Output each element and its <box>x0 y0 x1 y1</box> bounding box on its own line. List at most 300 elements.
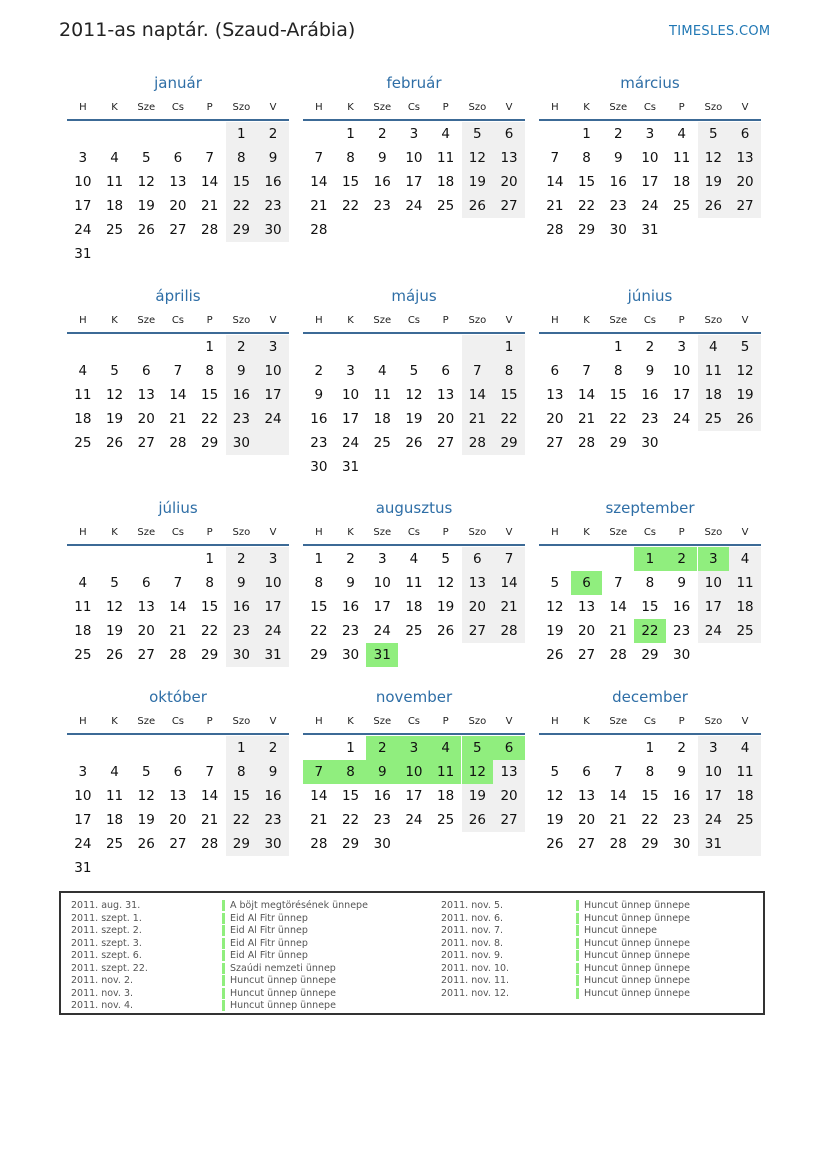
weekday-label: P <box>678 102 685 113</box>
legend-marker <box>576 913 579 924</box>
calendar-day: 8 <box>582 150 591 166</box>
weekday-label: Sze <box>609 102 628 113</box>
weekday-label: Sze <box>609 527 628 538</box>
calendar-day: 4 <box>377 363 387 379</box>
month-name: március <box>620 74 680 92</box>
calendar-day: 28 <box>468 435 486 451</box>
calendar-day: 21 <box>310 812 328 828</box>
legend-marker <box>222 988 225 999</box>
calendar-day: 26 <box>704 198 722 214</box>
calendar-day: 2 <box>613 126 623 142</box>
calendar-day: 13 <box>137 387 155 403</box>
calendar-day: 20 <box>500 788 518 804</box>
month-name: május <box>391 287 437 305</box>
calendar-day: 6 <box>173 764 183 780</box>
calendar-day: 6 <box>141 575 151 591</box>
holiday-day: 8 <box>335 760 367 784</box>
header-rule <box>539 733 761 735</box>
calendar-day: 8 <box>237 764 246 780</box>
day-grid <box>539 736 761 880</box>
calendar-day: 12 <box>405 387 423 403</box>
calendar-day: 22 <box>341 198 360 214</box>
page-title: 2011-as naptár. (Szaud-Arábia) <box>59 19 356 41</box>
calendar-day: 25 <box>405 623 423 639</box>
calendar-day: 10 <box>704 575 722 591</box>
calendar-day: 1 <box>613 339 623 355</box>
calendar-day: 16 <box>341 599 360 615</box>
weekday-label: H <box>551 716 559 727</box>
calendar-day: 1 <box>237 740 246 756</box>
weekday-label: Szo <box>704 102 723 113</box>
day-grid <box>539 547 761 691</box>
weekday-header <box>67 527 289 541</box>
calendar-day: 22 <box>232 198 250 214</box>
calendar-day: 18 <box>437 174 455 190</box>
calendar-day: 13 <box>736 150 754 166</box>
calendar-day: 24 <box>704 623 722 639</box>
legend-row <box>71 950 451 963</box>
calendar-day: 1 <box>314 551 324 567</box>
weekday-label: H <box>551 102 559 113</box>
weekday-label: Szo <box>468 102 487 113</box>
calendar-day: 21 <box>201 198 219 214</box>
weekday-header <box>539 315 761 329</box>
calendar-day: 8 <box>205 575 214 591</box>
legend-holiday-name: Huncut ünnepe <box>584 925 657 936</box>
weekday-label: H <box>551 527 559 538</box>
weekday-label: V <box>505 102 513 113</box>
calendar-day: 30 <box>232 435 250 451</box>
weekday-label: Szo <box>468 527 487 538</box>
header-rule <box>303 733 525 735</box>
month-name: január <box>154 74 202 92</box>
calendar-day: 3 <box>409 126 419 142</box>
legend-row <box>441 963 761 976</box>
weekday-label: Szo <box>704 716 723 727</box>
calendar-day: 17 <box>373 599 391 615</box>
calendar-day: 17 <box>74 198 92 214</box>
calendar-day: 3 <box>268 339 278 355</box>
calendar-day: 4 <box>709 339 718 355</box>
weekday-label: Szo <box>232 716 251 727</box>
calendar-day: 1 <box>205 551 214 567</box>
legend-row <box>71 1000 451 1013</box>
calendar-day: 13 <box>169 788 187 804</box>
holiday-day: 11 <box>430 760 462 784</box>
calendar-day: 5 <box>473 126 482 142</box>
legend-date: 2011. nov. 4. <box>71 1000 134 1011</box>
calendar-day: 9 <box>237 575 246 591</box>
calendar-day: 2 <box>268 126 278 142</box>
calendar-day: 2 <box>268 740 278 756</box>
calendar-day: 16 <box>641 387 659 403</box>
weekday-label: H <box>79 315 87 326</box>
weekday-label: K <box>347 102 354 113</box>
header-rule <box>539 332 761 334</box>
calendar-day: 4 <box>677 126 686 142</box>
calendar-day: 2 <box>237 551 246 567</box>
weekday-label: Cs <box>407 102 421 113</box>
calendar-day: 15 <box>341 788 360 804</box>
weekday-label: Sze <box>373 527 392 538</box>
calendar-day: 18 <box>736 599 754 615</box>
legend-marker <box>222 950 225 961</box>
calendar-day: 25 <box>74 435 92 451</box>
calendar-day: 8 <box>504 363 514 379</box>
legend-row <box>71 963 451 976</box>
calendar-day: 13 <box>577 788 596 804</box>
legend-holiday-name: Huncut ünnep ünnepe <box>584 975 690 986</box>
month-block <box>539 287 761 487</box>
holiday-day: 1 <box>634 547 666 571</box>
calendar-day: 28 <box>577 435 596 451</box>
calendar-day: 6 <box>141 363 151 379</box>
calendar-day: 3 <box>268 551 278 567</box>
calendar-day: 25 <box>105 836 124 852</box>
calendar-day: 2 <box>377 126 387 142</box>
calendar-day: 5 <box>550 575 560 591</box>
calendar-day: 15 <box>232 174 250 190</box>
calendar-day: 7 <box>173 575 183 591</box>
calendar-day: 28 <box>546 222 564 238</box>
calendar-day: 11 <box>373 387 391 403</box>
legend-holiday-name: Eid Al Fitr ünnep <box>230 912 308 924</box>
header-rule <box>67 544 289 546</box>
calendar-day: 22 <box>609 411 627 427</box>
calendar-day: 17 <box>74 812 92 828</box>
legend-holiday-name: Huncut ünnep ünnepe <box>584 962 690 974</box>
calendar-day: 15 <box>201 387 219 403</box>
legend-column-right <box>441 900 761 1000</box>
legend-holiday-name: Huncut ünnep ünnepe <box>584 912 690 924</box>
weekday-label: V <box>505 716 513 727</box>
header-rule <box>67 119 289 121</box>
calendar-day: 27 <box>137 435 155 451</box>
month-name: november <box>375 688 453 706</box>
calendar-day: 18 <box>74 623 92 639</box>
calendar-day: 1 <box>346 126 355 142</box>
holiday-day: 31 <box>366 643 398 667</box>
legend-marker <box>222 925 225 936</box>
calendar-day: 15 <box>201 599 219 615</box>
weekday-header <box>539 527 761 541</box>
legend-date: 2011. nov. 12. <box>441 987 510 999</box>
month-block <box>303 499 525 699</box>
calendar-day: 19 <box>468 174 486 190</box>
calendar-day: 31 <box>74 860 92 876</box>
calendar-day: 3 <box>377 551 387 567</box>
holiday-day: 7 <box>303 760 335 784</box>
legend-date: 2011. szept. 6. <box>71 950 142 961</box>
calendar-day: 2 <box>237 339 246 355</box>
calendar-day: 10 <box>264 363 282 379</box>
calendar-day: 8 <box>645 575 655 591</box>
weekday-label: V <box>505 527 513 538</box>
calendar-day: 14 <box>577 387 596 403</box>
weekday-label: P <box>678 315 685 326</box>
calendar-day: 26 <box>137 836 155 852</box>
calendar-day: 3 <box>346 363 355 379</box>
calendar-day: 12 <box>704 150 722 166</box>
month-block <box>303 688 525 888</box>
calendar-day: 14 <box>609 788 627 804</box>
calendar-day: 20 <box>137 623 155 639</box>
legend-holiday-name: Eid Al Fitr ünnep <box>230 925 308 936</box>
weekday-label: K <box>583 102 590 113</box>
month-block <box>67 688 289 888</box>
brand-link[interactable]: TIMESLES.COM <box>669 24 771 39</box>
legend-marker <box>576 925 579 936</box>
weekday-label: K <box>111 102 118 113</box>
calendar-day: 15 <box>310 599 328 615</box>
legend-marker <box>576 900 579 911</box>
calendar-day: 23 <box>232 623 250 639</box>
weekday-label: Cs <box>407 716 421 727</box>
calendar-day: 5 <box>550 764 560 780</box>
calendar-day: 28 <box>310 222 328 238</box>
month-name: február <box>386 74 442 92</box>
weekday-header <box>67 102 289 116</box>
weekday-label: H <box>315 716 323 727</box>
calendar-day: 6 <box>550 363 560 379</box>
calendar-day: 4 <box>110 764 119 780</box>
calendar-day: 11 <box>105 788 124 804</box>
day-grid <box>303 122 525 266</box>
calendar-day: 30 <box>373 836 391 852</box>
weekday-label: Sze <box>137 102 156 113</box>
calendar-day: 3 <box>709 740 718 756</box>
weekday-header <box>539 102 761 116</box>
calendar-day: 20 <box>577 812 596 828</box>
legend-marker <box>222 963 225 974</box>
calendar-day: 6 <box>582 764 591 780</box>
calendar-day: 31 <box>704 836 722 852</box>
weekday-label: H <box>315 315 323 326</box>
calendar-day: 1 <box>645 740 655 756</box>
calendar-day: 16 <box>609 174 627 190</box>
month-name: június <box>627 287 673 305</box>
calendar-day: 7 <box>314 150 324 166</box>
legend-row <box>71 913 451 926</box>
calendar-day: 9 <box>314 387 324 403</box>
calendar-day: 12 <box>137 174 155 190</box>
weekday-label: H <box>315 527 323 538</box>
calendar-day: 25 <box>437 198 455 214</box>
calendar-day: 3 <box>677 339 686 355</box>
weekday-label: Cs <box>171 716 185 727</box>
calendar-day: 16 <box>310 411 328 427</box>
calendar-day: 4 <box>78 363 88 379</box>
calendar-day: 27 <box>500 198 518 214</box>
legend-marker <box>222 900 225 911</box>
legend-date: 2011. nov. 2. <box>71 975 134 986</box>
calendar-day: 24 <box>373 623 391 639</box>
calendar-day: 27 <box>577 836 596 852</box>
weekday-label: Szo <box>468 315 487 326</box>
legend-date: 2011. nov. 10. <box>441 962 510 974</box>
calendar-day: 2 <box>314 363 324 379</box>
weekday-label: H <box>315 102 323 113</box>
calendar-day: 4 <box>110 150 119 166</box>
calendar-day: 19 <box>468 788 486 804</box>
calendar-day: 8 <box>613 363 623 379</box>
calendar-day: 20 <box>500 174 518 190</box>
calendar-day: 8 <box>205 363 214 379</box>
weekday-label: Szo <box>468 716 487 727</box>
calendar-day: 26 <box>736 411 754 427</box>
calendar-day: 17 <box>641 174 659 190</box>
calendar-day: 24 <box>74 222 92 238</box>
legend-row <box>441 938 761 951</box>
header-rule <box>67 733 289 735</box>
holiday-day: 3 <box>698 547 730 571</box>
weekday-label: V <box>269 102 277 113</box>
calendar-day: 10 <box>74 174 92 190</box>
calendar-day: 26 <box>105 435 124 451</box>
calendar-day: 22 <box>201 411 219 427</box>
weekday-header <box>303 315 525 329</box>
calendar-day: 14 <box>201 788 219 804</box>
legend-marker <box>222 1000 225 1011</box>
weekday-label: Sze <box>373 315 392 326</box>
calendar-day: 5 <box>441 551 450 567</box>
holiday-day: 12 <box>462 760 494 784</box>
calendar-day: 16 <box>264 174 282 190</box>
calendar-day: 10 <box>405 150 423 166</box>
holiday-day: 9 <box>366 760 398 784</box>
calendar-day: 4 <box>740 740 750 756</box>
day-grid <box>539 122 761 266</box>
weekday-label: V <box>741 315 749 326</box>
calendar-day: 18 <box>74 411 92 427</box>
legend-marker <box>576 963 579 974</box>
weekday-label: K <box>111 716 118 727</box>
calendar-day: 9 <box>613 150 623 166</box>
calendar-day: 22 <box>310 623 328 639</box>
calendar-day: 22 <box>577 198 596 214</box>
calendar-day: 28 <box>201 836 219 852</box>
calendar-day: 19 <box>105 411 124 427</box>
calendar-day: 1 <box>582 126 591 142</box>
calendar-day: 2 <box>346 551 355 567</box>
holiday-day: 2 <box>666 547 698 571</box>
calendar-day: 9 <box>346 575 355 591</box>
legend-date: 2011. nov. 9. <box>441 950 504 961</box>
calendar-day: 29 <box>310 647 328 663</box>
calendar-day: 12 <box>137 788 155 804</box>
calendar-day: 23 <box>609 198 627 214</box>
calendar-day: 21 <box>201 812 219 828</box>
weekday-label: Szo <box>704 527 723 538</box>
legend-row <box>441 900 761 913</box>
month-block <box>303 287 525 487</box>
calendar-day: 7 <box>613 575 623 591</box>
calendar-day: 29 <box>341 836 360 852</box>
legend-row <box>441 950 761 963</box>
weekday-label: P <box>442 315 449 326</box>
calendar-day: 26 <box>137 222 155 238</box>
calendar-day: 18 <box>105 198 124 214</box>
calendar-day: 28 <box>201 222 219 238</box>
weekday-label: H <box>79 716 87 727</box>
calendar-day: 26 <box>405 435 423 451</box>
weekday-label: P <box>678 716 685 727</box>
month-name: december <box>612 688 688 706</box>
weekday-label: K <box>347 315 354 326</box>
legend-row <box>71 988 451 1001</box>
legend-holiday-name: A böjt megtörésének ünnepe <box>230 900 368 911</box>
calendar-day: 16 <box>673 788 691 804</box>
calendar-day: 19 <box>137 812 155 828</box>
calendar-day: 13 <box>437 387 455 403</box>
calendar-day: 17 <box>405 174 423 190</box>
calendar-day: 30 <box>673 647 691 663</box>
calendar-day: 5 <box>141 764 151 780</box>
calendar-day: 7 <box>205 150 214 166</box>
weekday-label: Cs <box>407 315 421 326</box>
calendar-day: 18 <box>105 812 124 828</box>
calendar-day: 27 <box>468 623 486 639</box>
calendar-day: 9 <box>677 764 686 780</box>
month-name: október <box>149 688 207 706</box>
calendar-day: 6 <box>173 150 183 166</box>
calendar-day: 30 <box>341 647 360 663</box>
calendar-day: 23 <box>373 198 391 214</box>
calendar-day: 21 <box>310 198 328 214</box>
calendar-day: 31 <box>264 647 282 663</box>
calendar-day: 22 <box>641 812 659 828</box>
calendar-day: 16 <box>232 599 250 615</box>
weekday-label: P <box>442 527 449 538</box>
legend-row <box>441 925 761 938</box>
weekday-label: H <box>79 102 87 113</box>
legend-date: 2011. szept. 22. <box>71 962 148 974</box>
calendar-day: 18 <box>405 599 423 615</box>
calendar-day: 11 <box>736 575 754 591</box>
legend-holiday-name: Huncut ünnep ünnepe <box>584 900 690 911</box>
calendar-day: 1 <box>237 126 246 142</box>
weekday-label: V <box>741 527 749 538</box>
calendar-day: 13 <box>137 599 155 615</box>
calendar-day: 24 <box>264 623 282 639</box>
holiday-day: 22 <box>634 619 666 643</box>
calendar-day: 27 <box>137 647 155 663</box>
calendar-day: 5 <box>141 150 151 166</box>
calendar-day: 11 <box>105 174 124 190</box>
calendar-day: 29 <box>201 647 219 663</box>
calendar-day: 18 <box>673 174 691 190</box>
calendar-day: 27 <box>577 647 596 663</box>
month-name: április <box>155 287 201 305</box>
calendar-day: 29 <box>609 435 627 451</box>
calendar-day: 9 <box>645 363 655 379</box>
calendar-day: 29 <box>201 435 219 451</box>
legend-marker <box>222 913 225 924</box>
calendar-day: 30 <box>264 836 282 852</box>
calendar-day: 16 <box>373 174 391 190</box>
calendar-day: 13 <box>546 387 564 403</box>
calendar-day: 3 <box>78 764 88 780</box>
calendar-day: 17 <box>264 599 282 615</box>
weekday-label: K <box>111 527 118 538</box>
weekday-label: P <box>206 527 213 538</box>
weekday-label: V <box>505 315 513 326</box>
calendar-day: 7 <box>473 363 482 379</box>
calendar-day: 15 <box>609 387 627 403</box>
month-block <box>67 74 289 274</box>
calendar-day: 7 <box>173 363 183 379</box>
calendar-day: 21 <box>609 623 627 639</box>
